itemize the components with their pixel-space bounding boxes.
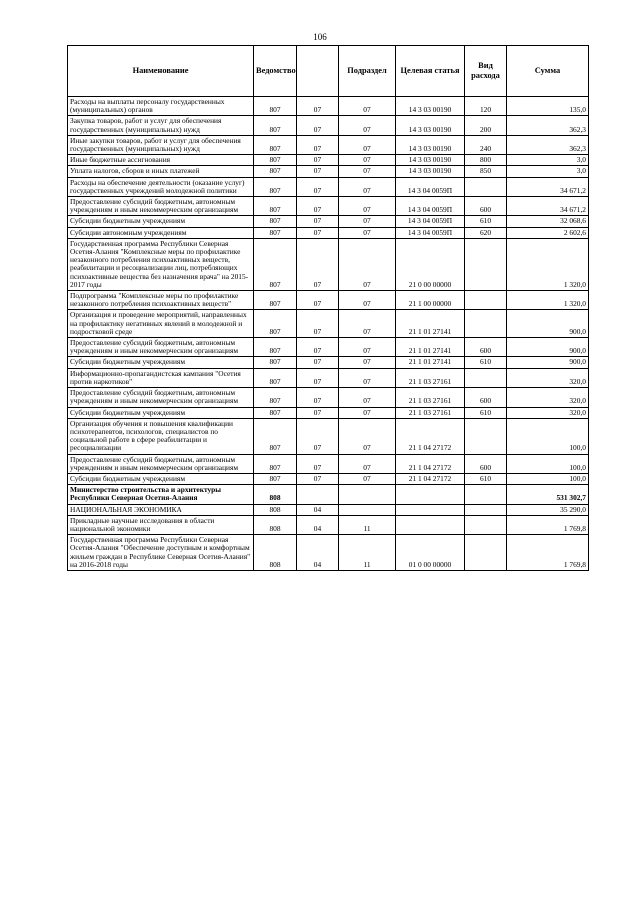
cell-name: Субсидии бюджетным учреждениям — [68, 357, 254, 368]
table-row — [68, 357, 589, 368]
cell-name: Субсидии бюджетным учреждениям — [68, 473, 254, 484]
cell-sum: 2 602,6 — [507, 227, 589, 238]
cell-section: 07 — [297, 216, 339, 227]
header-dept: Ведомство — [254, 46, 297, 97]
table-row — [68, 338, 589, 357]
table-row — [68, 166, 589, 177]
cell-sum: 135,0 — [507, 97, 589, 116]
cell-target: 14 3 03 00190 — [396, 155, 465, 166]
cell-subsection: 07 — [339, 418, 396, 454]
table-row — [68, 238, 589, 290]
cell-subsection: 07 — [339, 454, 396, 473]
cell-subsection: 11 — [339, 535, 396, 571]
header-target: Целевая статья — [396, 46, 465, 97]
cell-target: 14 3 03 00190 — [396, 97, 465, 116]
cell-sum: 900,0 — [507, 310, 589, 338]
cell-exp-type — [465, 177, 507, 196]
cell-name: Расходы на обеспечение деятельности (оказание услуг) государственных учреждений молодежной политики — [68, 177, 254, 196]
cell-section: 07 — [297, 227, 339, 238]
cell-target: 21 1 04 27172 — [396, 418, 465, 454]
cell-section: 07 — [297, 166, 339, 177]
header-name: Наименование — [68, 46, 254, 97]
table-row — [68, 155, 589, 166]
cell-name: Уплата налогов, сборов и иных платежей — [68, 166, 254, 177]
cell-subsection: 07 — [339, 338, 396, 357]
cell-section: 07 — [297, 454, 339, 473]
table-header-row — [68, 46, 589, 97]
cell-name: Закупка товаров, работ и услуг для обеспечения государственных (муниципальных) нужд — [68, 116, 254, 135]
cell-target: 21 1 01 27141 — [396, 310, 465, 338]
table-body — [68, 97, 589, 571]
table-row — [68, 216, 589, 227]
cell-dept: 808 — [254, 504, 297, 515]
table-row — [68, 368, 589, 387]
cell-target: 21 1 03 27161 — [396, 407, 465, 418]
page-number: 106 — [313, 32, 327, 42]
cell-target: 21 1 04 27172 — [396, 473, 465, 484]
cell-subsection: 07 — [339, 368, 396, 387]
table-row — [68, 116, 589, 135]
cell-section: 07 — [297, 407, 339, 418]
cell-subsection: 07 — [339, 216, 396, 227]
cell-exp-type — [465, 291, 507, 310]
cell-name: Субсидии бюджетным учреждениям — [68, 216, 254, 227]
cell-dept: 807 — [254, 388, 297, 407]
cell-subsection: 07 — [339, 310, 396, 338]
cell-subsection: 07 — [339, 155, 396, 166]
cell-sum: 1 320,0 — [507, 238, 589, 290]
cell-subsection: 07 — [339, 357, 396, 368]
cell-section: 07 — [297, 197, 339, 216]
cell-target: 14 3 03 00190 — [396, 166, 465, 177]
cell-dept: 807 — [254, 473, 297, 484]
cell-dept: 807 — [254, 166, 297, 177]
header-section — [297, 46, 339, 97]
cell-sum: 320,0 — [507, 368, 589, 387]
cell-exp-type: 120 — [465, 97, 507, 116]
cell-dept: 808 — [254, 515, 297, 534]
cell-name: Субсидии бюджетным учреждениям — [68, 407, 254, 418]
cell-section: 04 — [297, 504, 339, 515]
cell-exp-type — [465, 515, 507, 534]
cell-sum: 3,0 — [507, 155, 589, 166]
cell-sum: 320,0 — [507, 407, 589, 418]
cell-exp-type — [465, 485, 507, 504]
cell-exp-type: 800 — [465, 155, 507, 166]
table-row — [68, 473, 589, 484]
cell-target: 14 3 04 0059П — [396, 177, 465, 196]
cell-subsection: 07 — [339, 291, 396, 310]
cell-target: 14 3 04 0059П — [396, 216, 465, 227]
cell-section: 07 — [297, 338, 339, 357]
cell-exp-type — [465, 535, 507, 571]
cell-name: Иные закупки товаров, работ и услуг для обеспечения государственных (муниципальных) нужд — [68, 135, 254, 154]
cell-exp-type: 850 — [465, 166, 507, 177]
cell-section: 07 — [297, 310, 339, 338]
cell-section: 07 — [297, 388, 339, 407]
table-row — [68, 388, 589, 407]
cell-dept: 807 — [254, 97, 297, 116]
budget-table — [67, 45, 589, 571]
cell-subsection: 07 — [339, 166, 396, 177]
cell-sum: 100,0 — [507, 418, 589, 454]
cell-exp-type: 600 — [465, 454, 507, 473]
cell-target: 14 3 03 00190 — [396, 135, 465, 154]
cell-exp-type — [465, 310, 507, 338]
cell-exp-type: 610 — [465, 473, 507, 484]
cell-sum: 3,0 — [507, 166, 589, 177]
cell-sum: 362,3 — [507, 116, 589, 135]
cell-subsection: 07 — [339, 177, 396, 196]
cell-sum: 900,0 — [507, 338, 589, 357]
cell-section: 07 — [297, 473, 339, 484]
table-row — [68, 97, 589, 116]
cell-sum: 1 769,8 — [507, 535, 589, 571]
cell-exp-type: 600 — [465, 197, 507, 216]
cell-name: Государственная программа Республики Северная Осетия-Алания "Обеспечение доступным и комфортным жильем граждан в Республике Северная Осетия-Алания" на 2016-2018 годы — [68, 535, 254, 571]
cell-subsection — [339, 485, 396, 504]
cell-name: Расходы на выплаты персоналу государственных (муниципальных) органов — [68, 97, 254, 116]
table-row — [68, 291, 589, 310]
cell-sum: 900,0 — [507, 357, 589, 368]
cell-name: Государственная программа Республики Северная Осетия-Алания "Комплексные меры по профилактике незаконного потребления психоактивных веществ, реабилитации и ресоциализации лиц, потребляющих психоактивные вещества без назначения врача" на 2015-2017 годы — [68, 238, 254, 290]
cell-name: Министерство строительства и архитектуры Республики Северная Осетия-Алания — [68, 485, 254, 504]
cell-target — [396, 485, 465, 504]
table-row — [68, 407, 589, 418]
cell-exp-type: 610 — [465, 216, 507, 227]
table-row — [68, 485, 589, 504]
cell-sum: 100,0 — [507, 473, 589, 484]
cell-dept: 807 — [254, 407, 297, 418]
cell-dept: 807 — [254, 338, 297, 357]
cell-dept: 807 — [254, 177, 297, 196]
cell-section: 07 — [297, 368, 339, 387]
cell-subsection: 11 — [339, 515, 396, 534]
cell-exp-type — [465, 504, 507, 515]
cell-exp-type — [465, 368, 507, 387]
cell-sum: 34 671,2 — [507, 197, 589, 216]
cell-exp-type: 600 — [465, 388, 507, 407]
cell-section: 07 — [297, 155, 339, 166]
cell-subsection — [339, 504, 396, 515]
cell-name: Иные бюджетные ассигнования — [68, 155, 254, 166]
cell-exp-type: 240 — [465, 135, 507, 154]
cell-dept: 807 — [254, 291, 297, 310]
cell-name: Предоставление субсидий бюджетным, автономным учреждениям и иным некоммерческим организациям — [68, 338, 254, 357]
cell-subsection: 07 — [339, 388, 396, 407]
cell-dept: 807 — [254, 368, 297, 387]
cell-dept: 807 — [254, 454, 297, 473]
cell-sum: 320,0 — [507, 388, 589, 407]
cell-section: 04 — [297, 535, 339, 571]
cell-dept: 807 — [254, 227, 297, 238]
cell-target: 01 0 00 00000 — [396, 535, 465, 571]
table-row — [68, 177, 589, 196]
cell-target: 21 1 04 27172 — [396, 454, 465, 473]
cell-dept: 807 — [254, 418, 297, 454]
header-subsection: Подраздел — [339, 46, 396, 97]
cell-section: 07 — [297, 116, 339, 135]
cell-subsection: 07 — [339, 407, 396, 418]
cell-section: 07 — [297, 418, 339, 454]
cell-name: Предоставление субсидий бюджетным, автономным учреждениям и иным некоммерческим организациям — [68, 197, 254, 216]
cell-sum: 1 320,0 — [507, 291, 589, 310]
cell-name: Информационно-пропагандистская кампания "Осетия против наркотиков" — [68, 368, 254, 387]
cell-exp-type: 200 — [465, 116, 507, 135]
cell-name: Субсидии автономным учреждениям — [68, 227, 254, 238]
cell-subsection: 07 — [339, 473, 396, 484]
cell-name: НАЦИОНАЛЬНАЯ ЭКОНОМИКА — [68, 504, 254, 515]
cell-section: 04 — [297, 515, 339, 534]
cell-sum: 362,3 — [507, 135, 589, 154]
cell-dept: 807 — [254, 216, 297, 227]
cell-sum: 34 671,2 — [507, 177, 589, 196]
cell-dept: 807 — [254, 135, 297, 154]
cell-name: Предоставление субсидий бюджетным, автономным учреждениям и иным некоммерческим организациям — [68, 388, 254, 407]
cell-name: Организация и проведение мероприятий, направленных на профилактику негативных явлений в молодежной и подростковой среде — [68, 310, 254, 338]
cell-exp-type: 610 — [465, 357, 507, 368]
cell-exp-type — [465, 418, 507, 454]
cell-name: Подпрограмма "Комплексные меры по профилактике незаконного потребления психоактивных веществ" — [68, 291, 254, 310]
header-sum: Сумма — [507, 46, 589, 97]
cell-target: 14 3 04 0059П — [396, 197, 465, 216]
cell-section — [297, 485, 339, 504]
cell-target: 21 1 01 27141 — [396, 357, 465, 368]
cell-target: 21 1 03 27161 — [396, 388, 465, 407]
cell-target — [396, 504, 465, 515]
cell-section: 07 — [297, 97, 339, 116]
cell-sum: 100,0 — [507, 454, 589, 473]
cell-dept: 807 — [254, 357, 297, 368]
cell-dept: 807 — [254, 197, 297, 216]
cell-sum: 32 068,6 — [507, 216, 589, 227]
table-row — [68, 135, 589, 154]
cell-subsection: 07 — [339, 116, 396, 135]
cell-section: 07 — [297, 357, 339, 368]
cell-subsection: 07 — [339, 135, 396, 154]
cell-exp-type: 620 — [465, 227, 507, 238]
table-row — [68, 515, 589, 534]
table-row — [68, 418, 589, 454]
cell-subsection: 07 — [339, 238, 396, 290]
cell-exp-type: 600 — [465, 338, 507, 357]
table-row — [68, 227, 589, 238]
cell-sum: 531 302,7 — [507, 485, 589, 504]
cell-target: 14 3 03 00190 — [396, 116, 465, 135]
cell-subsection: 07 — [339, 197, 396, 216]
cell-dept: 808 — [254, 535, 297, 571]
cell-dept: 807 — [254, 116, 297, 135]
cell-sum: 35 290,0 — [507, 504, 589, 515]
cell-dept: 807 — [254, 310, 297, 338]
table-row — [68, 454, 589, 473]
cell-target: 21 1 00 00000 — [396, 291, 465, 310]
cell-exp-type: 610 — [465, 407, 507, 418]
cell-dept: 807 — [254, 155, 297, 166]
cell-target: 21 0 00 00000 — [396, 238, 465, 290]
cell-section: 07 — [297, 238, 339, 290]
cell-target: 21 1 01 27141 — [396, 338, 465, 357]
header-exp-type: Вид расхода — [465, 46, 507, 97]
cell-target — [396, 515, 465, 534]
cell-dept: 807 — [254, 238, 297, 290]
cell-target: 14 3 04 0059П — [396, 227, 465, 238]
cell-subsection: 07 — [339, 97, 396, 116]
cell-name: Предоставление субсидий бюджетным, автономным учреждениям и иным некоммерческим организациям — [68, 454, 254, 473]
cell-exp-type — [465, 238, 507, 290]
cell-section: 07 — [297, 177, 339, 196]
table-row — [68, 504, 589, 515]
table-row — [68, 197, 589, 216]
cell-section: 07 — [297, 291, 339, 310]
cell-dept: 808 — [254, 485, 297, 504]
cell-name: Прикладные научные исследования в области национальной экономики — [68, 515, 254, 534]
cell-target: 21 1 03 27161 — [396, 368, 465, 387]
cell-section: 07 — [297, 135, 339, 154]
table-row — [68, 535, 589, 571]
cell-subsection: 07 — [339, 227, 396, 238]
cell-name: Организация обучения и повышения квалификации психотерапевтов, психологов, специалистов по социальной работе в сфере реабилитации и ресоциализации — [68, 418, 254, 454]
table-row — [68, 310, 589, 338]
cell-sum: 1 769,8 — [507, 515, 589, 534]
